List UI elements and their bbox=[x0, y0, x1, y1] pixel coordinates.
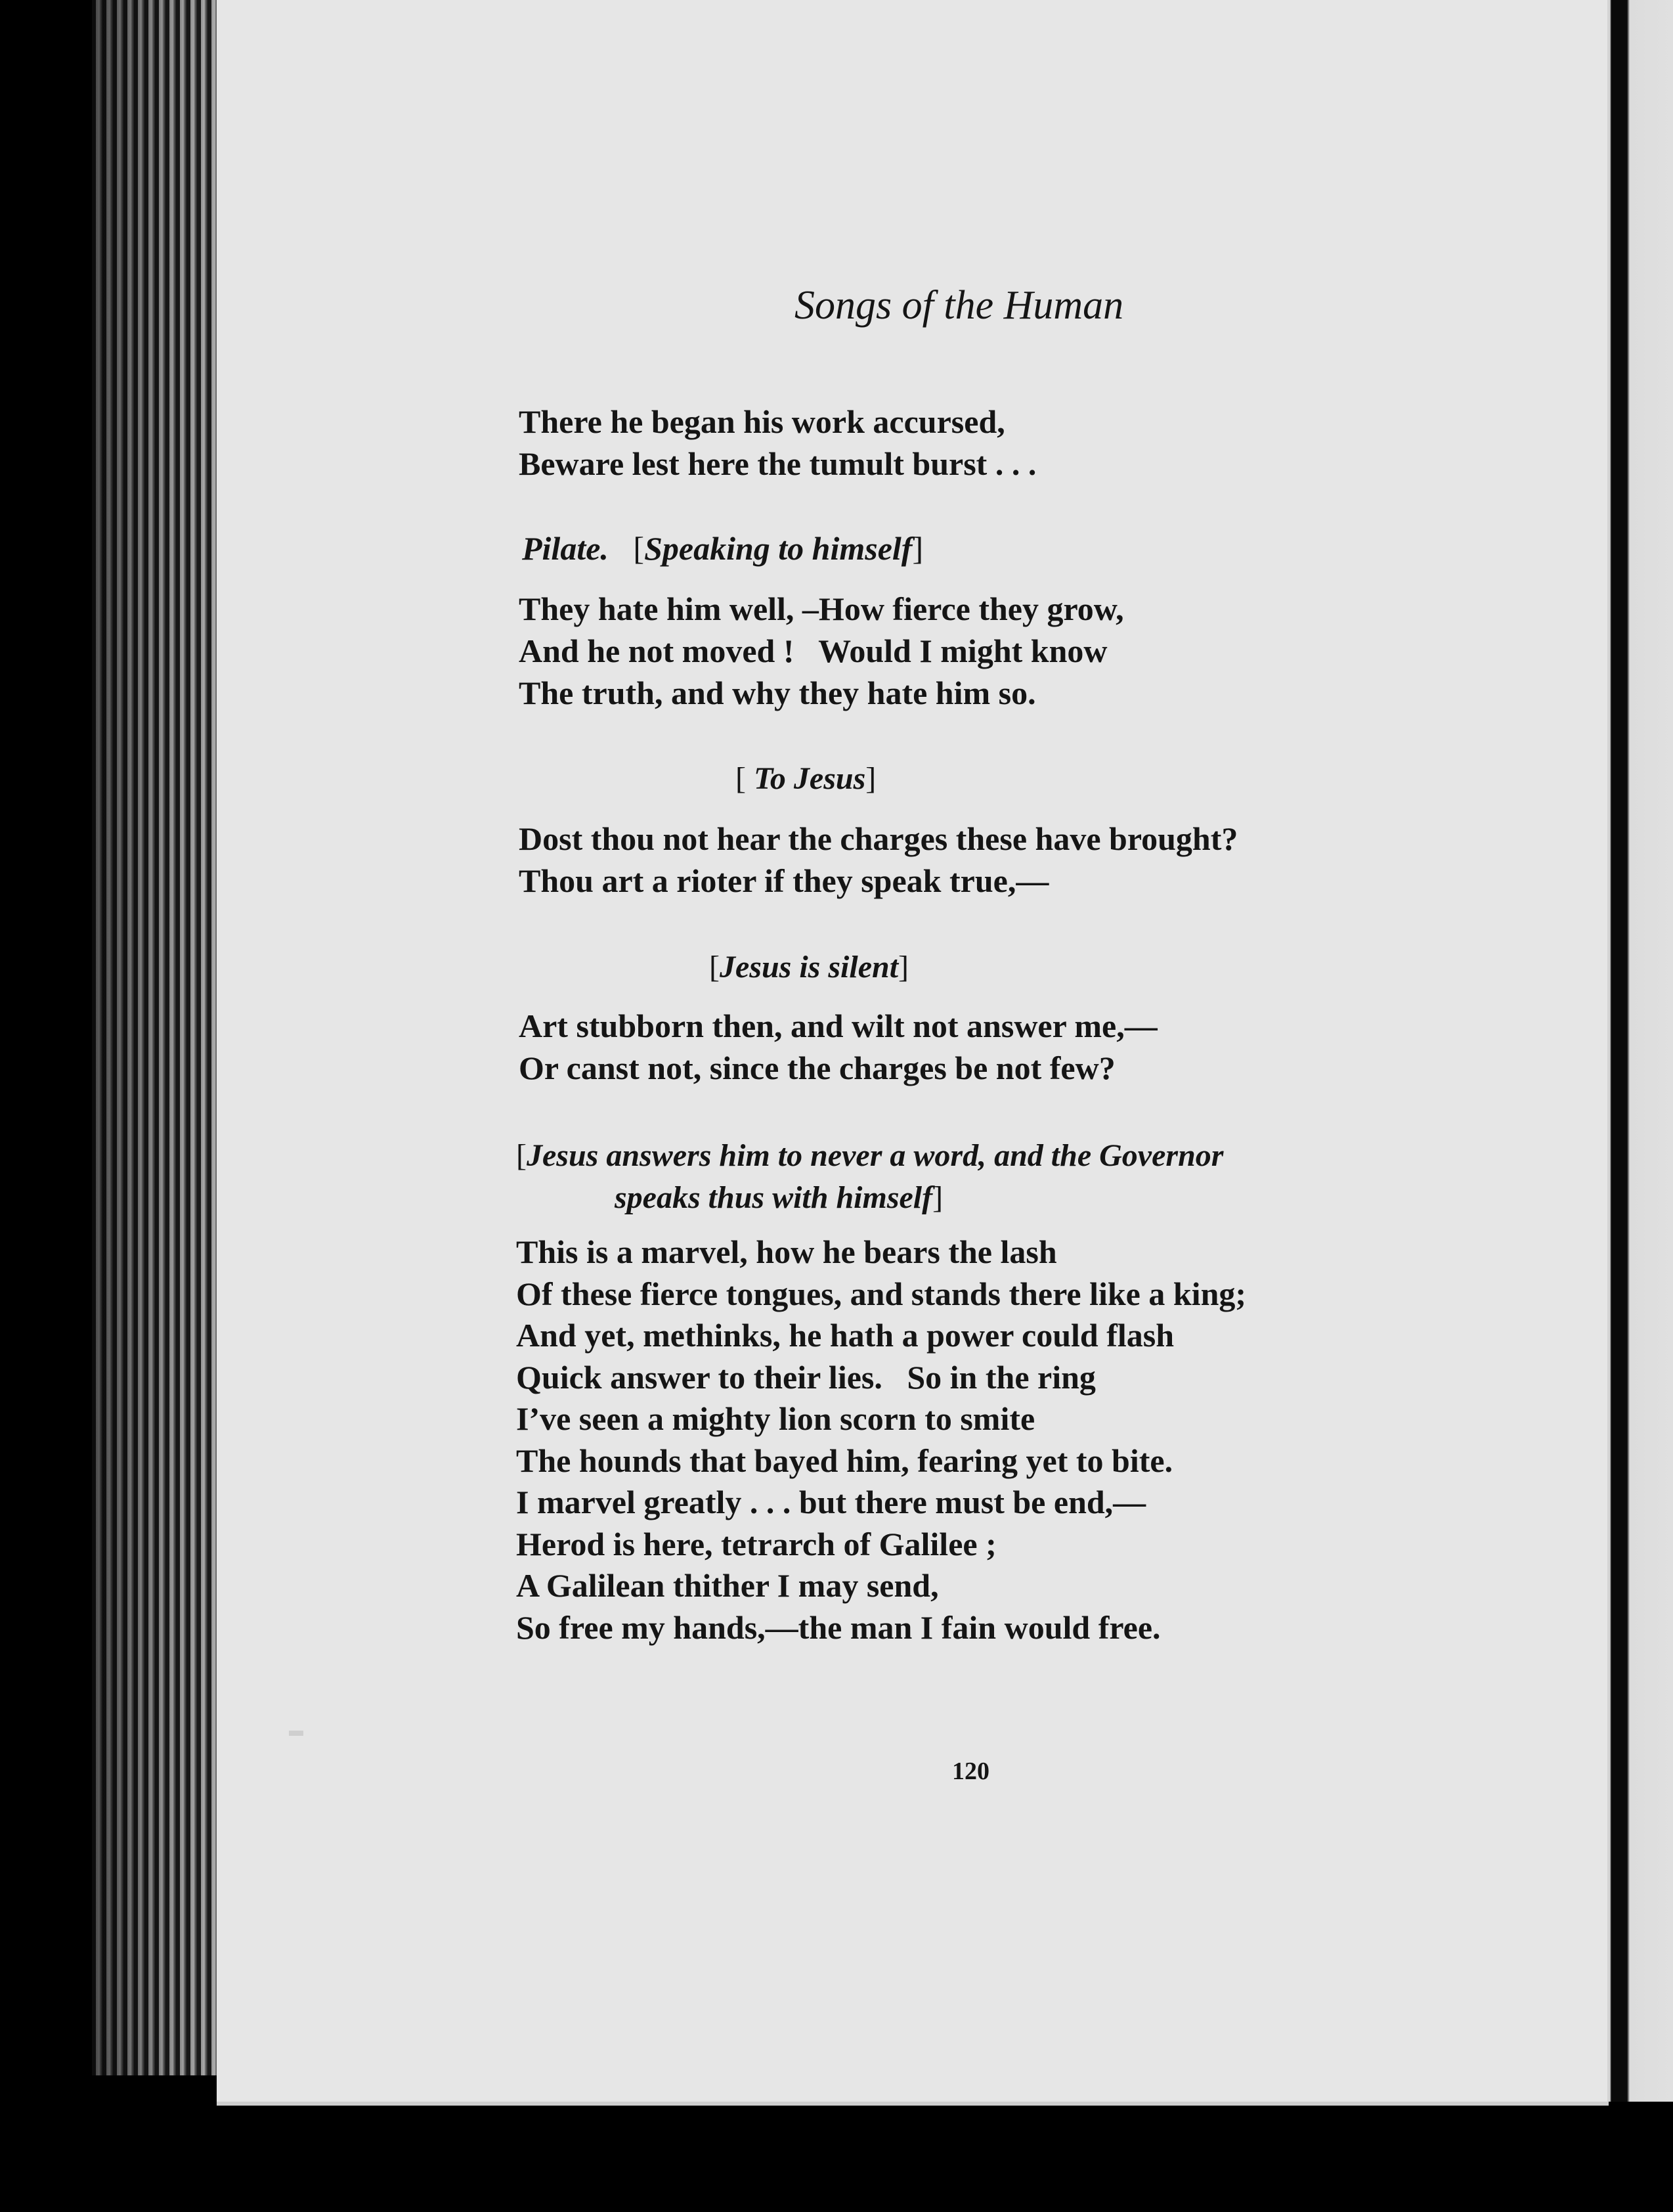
verse-line: So free my hands,—the man I fain would free. bbox=[516, 1608, 1161, 1646]
bracket-close: ] bbox=[898, 950, 909, 984]
running-head: Songs of the Human bbox=[794, 283, 1124, 328]
stanza-5 bbox=[516, 1231, 1246, 1648]
bracket-open: [ bbox=[633, 530, 645, 567]
bracket-open: [ bbox=[516, 1138, 527, 1173]
speaker-name: Pilate. bbox=[522, 530, 609, 567]
stage-direction: To Jesus bbox=[753, 761, 866, 796]
verse-line: A Galilean thither I may send, bbox=[516, 1567, 939, 1604]
verse-line: Quick answer to their lies. So in the ring bbox=[516, 1358, 1096, 1396]
verse-line: I’ve seen a mighty lion scorn to smite bbox=[516, 1400, 1035, 1437]
bracket-close: ] bbox=[932, 1180, 944, 1215]
stage-direction-jesus-silent bbox=[709, 949, 909, 985]
stage-direction: speaks thus with himself bbox=[615, 1180, 933, 1215]
stage-direction: Speaking to himself bbox=[644, 530, 913, 567]
bracket-open: [ bbox=[735, 761, 754, 796]
stage-direction-line-2 bbox=[516, 1177, 1223, 1219]
stage-direction-governor bbox=[516, 1135, 1223, 1219]
stage-direction: Jesus is silent bbox=[719, 950, 899, 984]
verse-line: Dost thou not hear the charges these have brought? bbox=[519, 820, 1238, 857]
verse-line: There he began his work accursed, bbox=[519, 403, 1005, 440]
scan-smudge bbox=[289, 1731, 303, 1736]
stanza-3 bbox=[519, 818, 1238, 902]
facing-page-edge bbox=[1607, 0, 1673, 2102]
verse-line: This is a marvel, how he bears the lash bbox=[516, 1233, 1057, 1270]
stage-direction-to-jesus bbox=[735, 761, 876, 797]
verse-line: The truth, and why they hate him so. bbox=[519, 675, 1036, 711]
bracket-open: [ bbox=[709, 950, 720, 984]
verse-line: Beware lest here the tumult burst . . . bbox=[519, 445, 1037, 482]
speaker-line bbox=[522, 529, 923, 567]
verse-line: Thou art a rioter if they speak true,— bbox=[519, 862, 1049, 899]
verse-line: Herod is here, tetrarch of Galilee ; bbox=[516, 1525, 997, 1562]
stage-direction: Jesus answers him to never a word, and the Governor bbox=[526, 1138, 1224, 1173]
stanza-4 bbox=[519, 1005, 1158, 1089]
page-number: 120 bbox=[952, 1758, 989, 1785]
verse-line: They hate him well, –How fierce they grow, bbox=[519, 590, 1124, 627]
stanza-1 bbox=[519, 401, 1036, 485]
bracket-close: ] bbox=[865, 761, 877, 796]
verse-line: The hounds that bayed him, fearing yet to bite. bbox=[516, 1442, 1173, 1479]
verse-line: Of these fierce tongues, and stands there like a king; bbox=[516, 1275, 1247, 1312]
verse-line: And yet, methinks, he hath a power could flash bbox=[516, 1317, 1175, 1354]
stanza-2 bbox=[519, 588, 1124, 714]
verse-line: I marvel greatly . . . but there must be end,— bbox=[516, 1484, 1146, 1520]
verse-line: And he not moved ! Would I might know bbox=[519, 632, 1108, 669]
bracket-close: ] bbox=[912, 530, 924, 567]
page-edges-shadow bbox=[92, 0, 223, 2075]
verse-line: Art stubborn then, and wilt not answer me,— bbox=[519, 1007, 1158, 1044]
verse-line: Or canst not, since the charges be not few? bbox=[519, 1050, 1116, 1086]
